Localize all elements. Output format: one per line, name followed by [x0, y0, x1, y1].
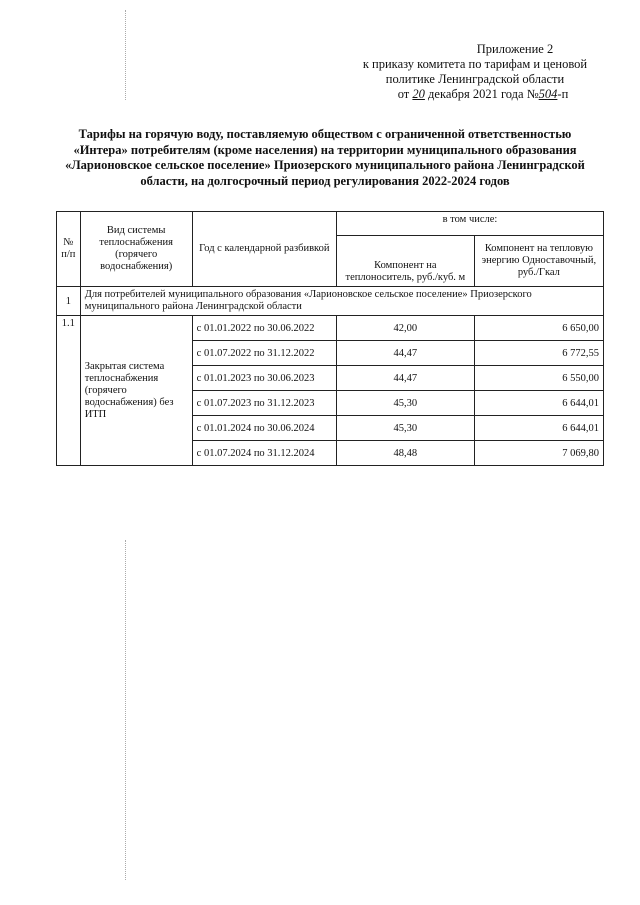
period-cell: с 01.01.2023 по 30.06.2023 — [192, 366, 336, 391]
header-component-a: Компонент на теплоноситель, руб./куб. м — [336, 236, 474, 287]
component-b-cell: 6 772,55 — [474, 341, 603, 366]
component-a-cell: 45,30 — [336, 416, 474, 441]
component-a-cell: 45,30 — [336, 391, 474, 416]
component-a-cell: 42,00 — [336, 316, 474, 341]
period-cell: с 01.07.2022 по 31.12.2022 — [192, 341, 336, 366]
order-suffix: -п — [557, 87, 569, 101]
appendix-line-1: Приложение 2 — [476, 42, 554, 56]
appendix-header — [350, 42, 600, 102]
document-title: Тарифы на горячую воду, поставляемую обществом с ограниченной ответственностью «Интера» потребителям (кроме населения) на территории муниципального образования «Ларионовское сельское поселение» Приозерского муниципального района Ленинградской области, на долгосрочный период регулирования 2022-2024 годов — [65, 127, 585, 188]
appendix-line-4 — [350, 87, 600, 102]
header-num: № п/п — [57, 212, 81, 287]
system-type: Закрытая система теплоснабжения (горячего водоснабжения) без ИТП — [80, 316, 192, 466]
component-b-cell: 6 550,00 — [474, 366, 603, 391]
appendix-line-3: политике Ленинградской области — [385, 72, 565, 86]
period-cell: с 01.01.2022 по 30.06.2022 — [192, 316, 336, 341]
period-cell: с 01.01.2024 по 30.06.2024 — [192, 416, 336, 441]
margin-mark — [125, 540, 127, 880]
header-component-b: Компонент на тепловую энергию Одноставочный, руб./Гкал — [474, 236, 603, 287]
header-period: Год с календарной разбивкой — [192, 212, 336, 287]
component-a-cell: 44,47 — [336, 366, 474, 391]
section-text: Для потребителей муниципального образования «Ларионовское сельское поселение» Приозерского муниципального района Ленинградской области — [80, 287, 603, 316]
component-b-cell: 6 650,00 — [474, 316, 603, 341]
section-num: 1 — [57, 287, 81, 316]
header-system: Вид системы теплоснабжения (горячего водоснабжения) — [80, 212, 192, 287]
date-middle: декабря 2021 года № — [428, 87, 539, 101]
component-b-cell: 6 644,01 — [474, 416, 603, 441]
handwritten-order-number: 504 — [538, 87, 558, 101]
period-cell: с 01.07.2023 по 31.12.2023 — [192, 391, 336, 416]
tariff-table — [56, 211, 604, 466]
date-prefix: от — [397, 87, 410, 101]
appendix-line-2: к приказу комитета по тарифам и ценовой — [362, 57, 588, 71]
group-num: 1.1 — [57, 316, 81, 466]
handwritten-day: 20 — [412, 87, 425, 101]
period-cell: с 01.07.2024 по 31.12.2024 — [192, 441, 336, 466]
component-b-cell: 6 644,01 — [474, 391, 603, 416]
component-a-cell: 48,48 — [336, 441, 474, 466]
component-a-cell: 44,47 — [336, 341, 474, 366]
component-b-cell: 7 069,80 — [474, 441, 603, 466]
margin-mark — [125, 10, 127, 100]
header-including: в том числе: — [336, 212, 603, 236]
table-row — [57, 316, 604, 341]
